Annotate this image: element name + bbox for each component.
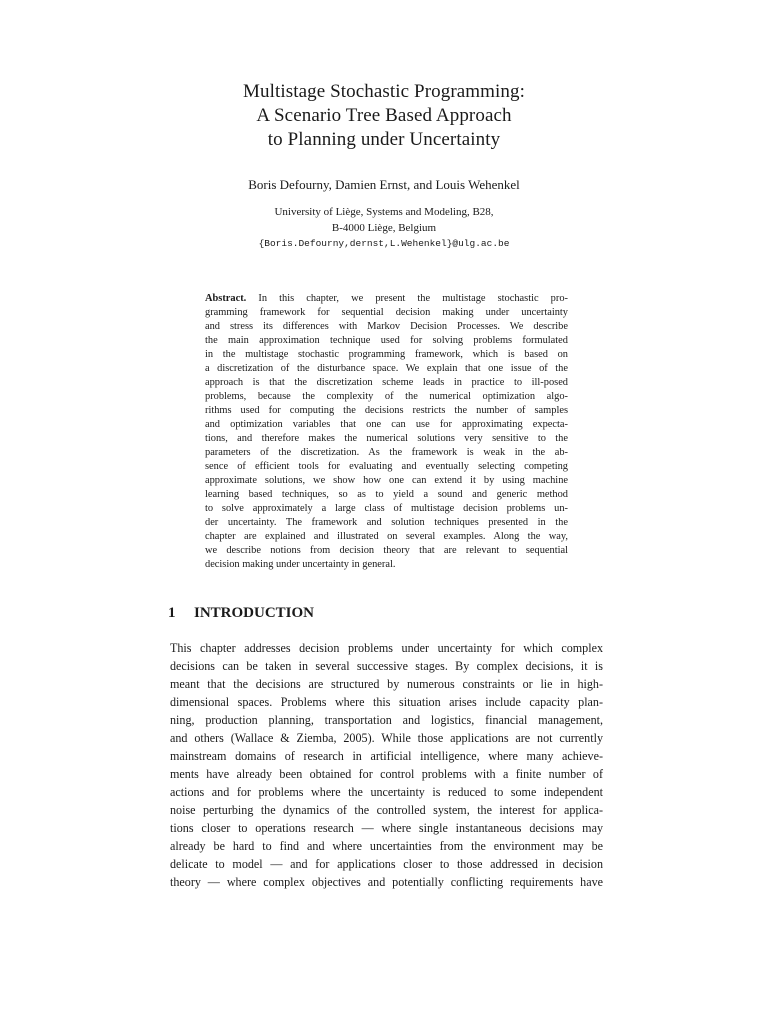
author-email: {Boris.Defourny,dernst,L.Wehenkel}@ulg.ac.be [258,238,510,249]
affiliation-line-2: B-4000 Liège, Belgium [331,221,437,234]
author-list: Boris Defourny, Damien Ernst, and Louis Wehenkel [248,177,520,192]
body-line: tions closer to operations research — where single instantaneous decisions may [170,821,603,835]
abstract-line: decision making under uncertainty in general. [205,559,396,570]
abstract-line: gramming framework for sequential decision making under uncertainty [205,307,568,318]
body-line: meant that the decisions are structured by numerous constraints or lie in high- [170,677,603,691]
affiliation-line-1: University of Liège, Systems and Modeling, B28, [274,206,494,218]
abstract [205,292,568,572]
introduction-text [170,639,603,891]
body-line: ments have already been obtained for control problems with a finite number of [170,767,603,781]
body-line: ning, production planning, transportation and logistics, financial management, [170,713,603,727]
body-line: delicate to model — and for applications closer to those addressed in decision [170,857,603,871]
body-line: dimensional spaces. Problems where this situation arises include capacity plan- [170,695,603,709]
section-title: INTRODUCTION [194,605,315,621]
abstract-line: learning based techniques, so as to yield a sound and generic method [205,489,568,500]
abstract-line: to solve approximately a large class of multistage decision problems un- [205,503,568,514]
abstract-line: approximate solutions, we show how one can extend it by using machine [205,475,568,486]
abstract-line: approach is that the discretization scheme leads in practice to ill-posed [205,377,568,388]
abstract-line: sence of efficient tools for evaluating and eventually selecting competing [205,461,568,472]
abstract-line: in the multistage stochastic programming framework, which is based on [205,349,568,360]
abstract-line: der uncertainty. The framework and solution techniques presented in the [205,517,568,528]
body-line: noise perturbing the dynamics of the controlled system, the interest for applica- [170,803,603,817]
abstract-line-text: In this chapter, we present the multistage stochastic pro- [258,293,568,304]
abstract-line: we describe notions from decision theory that are relevant to sequential [205,545,568,556]
abstract-line: rithms used for computing the decisions restricts the number of samples [205,405,568,416]
abstract-line: and stress its differences with Markov Decision Processes. We describe [205,321,568,332]
abstract-line: problems, because the complexity of the numerical optimization algo- [205,391,568,402]
section-number: 1 [168,605,176,621]
title-line-1: Multistage Stochastic Programming: [242,81,526,102]
abstract-line: chapter are explained and illustrated on several examples. Along the way, [205,531,568,542]
abstract-label: Abstract. [205,293,247,304]
title-line-2: A Scenario Tree Based Approach [256,105,512,126]
body-line: This chapter addresses decision problems under uncertainty for which complex [170,641,603,655]
abstract-line: tions, and therefore makes the numerical solutions very sensitive to the [205,433,568,444]
abstract-line: and optimization variables that one can use for approximating expecta- [205,419,568,430]
body-line: actions and for problems where the uncertainty is reduced to some independent [170,785,603,799]
section-heading [168,603,314,623]
body-line: already be hard to find and where uncertainties from the environment may be [170,839,603,853]
paper-title [0,80,768,152]
affiliation [0,205,768,252]
body-line: decisions can be taken in several successive stages. By complex decisions, it is [170,659,603,673]
abstract-line: a discretization of the disturbance space. We explain that one issue of the [205,363,568,374]
body-line: and others (Wallace & Ziemba, 2005). While those applications are not currently [170,731,603,745]
title-line-3: to Planning under Uncertainty [267,129,501,150]
body-line: mainstream domains of research in artificial intelligence, where many achieve- [170,749,603,763]
abstract-line: the main approximation technique used for solving problems formulated [205,335,568,346]
abstract-line: parameters of the discretization. As the framework is weak in the ab- [205,447,568,458]
abstract-line [205,292,568,306]
body-line: theory — where complex objectives and potentially conflicting requirements have [170,875,603,889]
